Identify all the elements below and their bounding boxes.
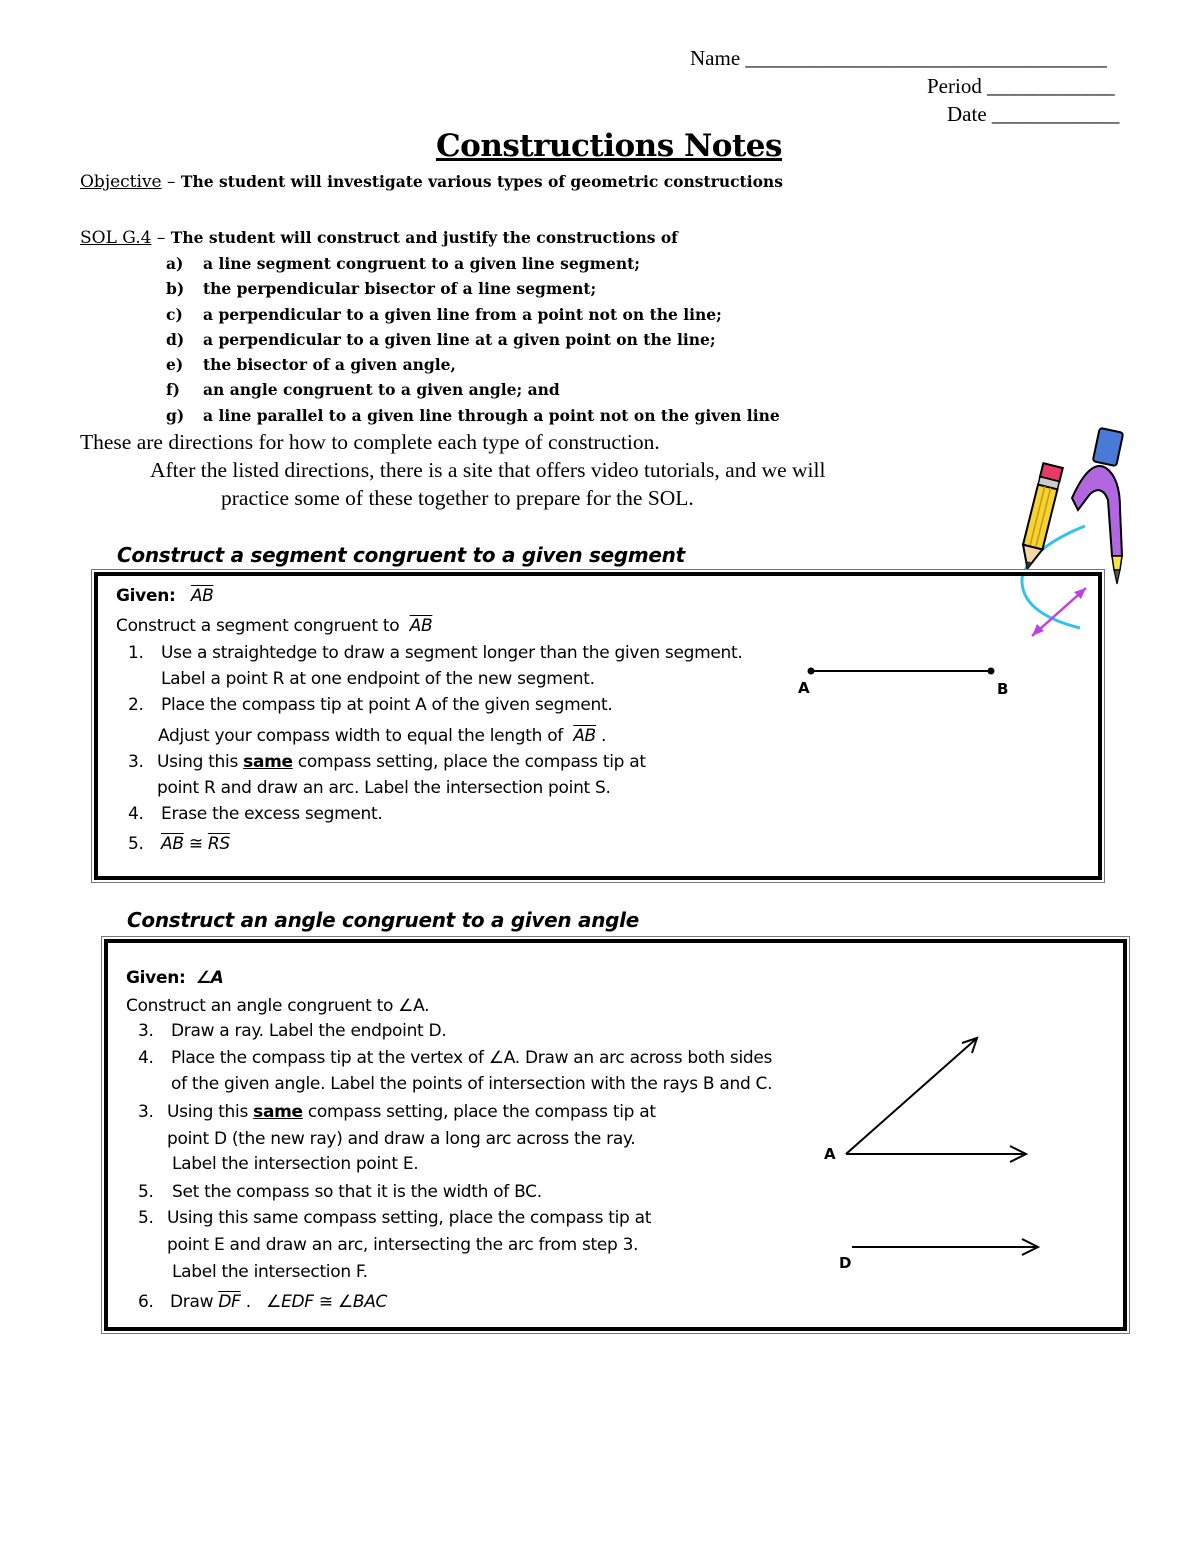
step: 2. — [128, 695, 144, 715]
step-text: Place the compass tip at the vertex of ∠A. Draw an arc across both sides — [171, 1048, 773, 1068]
step-text: Label a point R at one endpoint of the new segment. — [161, 669, 595, 689]
step: 3. — [138, 1021, 154, 1041]
point-b-label: B — [997, 680, 1009, 698]
given-line: Given: ∠A — [126, 968, 224, 988]
step: 4. — [128, 804, 144, 824]
step-text: point E and draw an arc, intersecting the arc from step 3. — [167, 1235, 639, 1255]
date-line — [947, 102, 1118, 127]
point-a-label: A — [798, 679, 810, 697]
step-text: point R and draw an arc. Label the intersection point S. — [157, 778, 611, 798]
given-line — [116, 586, 214, 606]
step-text: Use a straightedge to draw a segment longer than the given segment. — [161, 643, 743, 663]
period-blank[interactable]: ______________ — [987, 74, 1114, 98]
sol-list — [166, 254, 780, 431]
list-item: d) a perpendicular to a given line at a given point on the line; — [166, 329, 716, 349]
step-text: Draw a ray. Label the endpoint D. — [171, 1021, 447, 1041]
list-item: b) the perpendicular bisector of a line segment; — [166, 279, 597, 299]
given-value: $\overline{AB}$ — [190, 586, 214, 606]
vertex-a-label: A — [824, 1145, 836, 1163]
step-text: Set the compass so that it is the width of BC. — [172, 1182, 542, 1202]
date-label: Date — [947, 102, 987, 126]
step: 3. — [138, 1102, 154, 1122]
directions-line-1: These are directions for how to complete each type of construction. — [80, 430, 660, 454]
step: 5. — [128, 834, 144, 854]
step-text: Label the intersection F. — [172, 1262, 368, 1282]
step-text: Draw $\overline{DF}$ . ∠EDF ≅ ∠BAC — [170, 1292, 388, 1312]
ray-d-diagram — [850, 1237, 1050, 1257]
step-text: Place the compass tip at point A of the given segment. — [161, 695, 613, 715]
step: 5. — [138, 1182, 154, 1202]
angle-section-title: Construct an angle congruent to a given angle — [127, 908, 639, 932]
list-item: f) an angle congruent to a given angle; and — [166, 380, 560, 400]
segment-section-title: Construct a segment congruent to a given segment — [117, 543, 685, 567]
step-text: Using this same compass setting, place the compass tip at — [167, 1208, 652, 1228]
directions-line-3: practice some of these together to prepare for the SOL. — [221, 486, 694, 510]
objective-label: Objective — [80, 172, 162, 192]
step-text: Using this same compass setting, place the compass tip at — [167, 1102, 656, 1122]
segment-construction-box — [95, 573, 1101, 879]
step-text: Label the intersection point E. — [172, 1154, 419, 1174]
list-item: a) a line segment congruent to a given line segment; — [166, 254, 640, 273]
angle-construction-box — [105, 940, 1126, 1330]
objective-dash: – — [161, 172, 181, 192]
step-text: point D (the new ray) and draw a long arc across the ray. — [167, 1129, 636, 1149]
date-blank[interactable]: ______________ — [991, 102, 1118, 126]
sol-label: SOL G.4 — [80, 228, 152, 248]
step-text: Adjust your compass width to equal the length of $\overline{AB}$ . — [158, 726, 607, 746]
intro-line: Construct an angle congruent to ∠A. — [126, 996, 430, 1016]
step-text: of the given angle. Label the points of intersection with the rays B and C. — [171, 1074, 773, 1094]
name-label: Name — [690, 46, 741, 70]
sol-heading — [80, 228, 678, 248]
list-item: c) a perpendicular to a given line from a point not on the line; — [166, 304, 722, 324]
page-title: Constructions Notes — [436, 128, 782, 164]
list-item: g) a line parallel to a given line through a point not on the given line — [166, 405, 780, 425]
period-label: Period — [927, 74, 982, 98]
sol-dash: – — [151, 228, 171, 248]
list-item: e) the bisector of a given angle, — [166, 355, 456, 375]
given-label: Given: — [116, 586, 176, 606]
sol-text: The student will construct and justify the constructions of — [170, 228, 678, 247]
name-line — [690, 46, 1105, 71]
step-text: Using this same compass setting, place the compass tip at — [157, 752, 646, 772]
step: 6. — [138, 1292, 154, 1312]
angle-a-diagram — [838, 1031, 1048, 1161]
step: 5. — [138, 1208, 154, 1228]
ray-d-label: D — [839, 1254, 852, 1272]
objective-text: The student will investigate various types of geometric constructions — [180, 172, 783, 191]
step: 4. — [138, 1048, 154, 1068]
segment-ab-diagram — [798, 656, 1008, 696]
intro-line: Construct a segment congruent to $\overline{AB}$ — [116, 616, 433, 636]
name-blank[interactable]: ________________________________________ — [745, 46, 1106, 70]
step-text: $\overline{AB}$ ≅ $\overline{RS}$ — [161, 834, 230, 854]
directions-line-2: After the listed directions, there is a site that offers video tutorials, and we will — [150, 458, 826, 482]
step: 3. — [128, 752, 144, 772]
step: 1. — [128, 643, 144, 663]
step-text: Erase the excess segment. — [161, 804, 383, 824]
objective — [80, 172, 783, 192]
period-line — [927, 74, 1113, 99]
